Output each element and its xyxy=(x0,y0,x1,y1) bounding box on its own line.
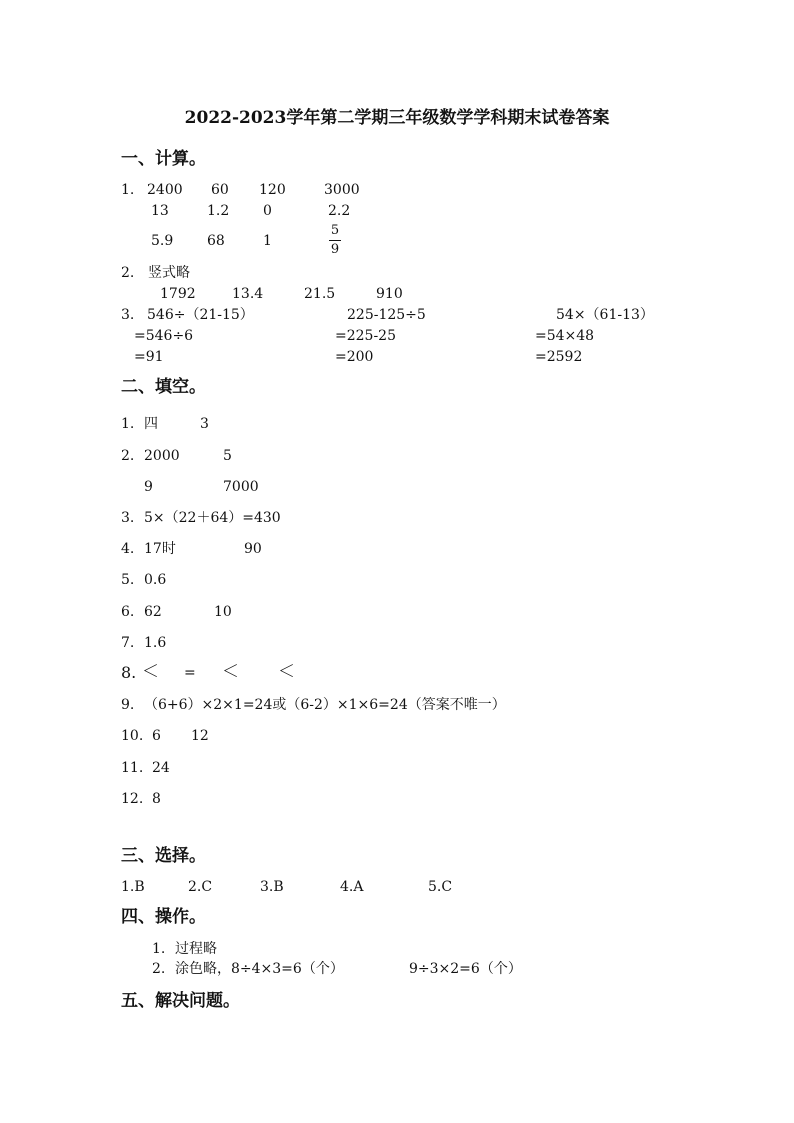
answer-value: 5×（22＋64）=430 xyxy=(144,510,281,526)
answer-value: 2400 xyxy=(147,182,183,198)
answer-value: 17时 xyxy=(144,541,176,557)
answer-value: 8 xyxy=(152,791,161,807)
answer-text: 9÷3×2=6（个） xyxy=(409,961,522,977)
question-number: 1. xyxy=(121,182,135,198)
answer-value: 120 xyxy=(259,182,286,198)
question-number: 7. xyxy=(121,635,135,651)
answer-value: 7000 xyxy=(223,479,259,495)
answer-value: 62 xyxy=(144,604,162,620)
equation-step: =2592 xyxy=(535,349,583,365)
answer-value: （6+6）×2×1=24或（6-2）×1×6=24（答案不唯一） xyxy=(144,697,506,713)
question-number: 3. xyxy=(121,307,135,323)
page-title: 2022-2023学年第二学期三年级数学学科期末试卷答案 xyxy=(184,108,610,128)
answer-value: 12 xyxy=(191,728,209,744)
equation-step: 225-125÷5 xyxy=(347,307,426,323)
choice-answer: 4.A xyxy=(340,879,364,895)
question-number: 5. xyxy=(121,572,135,588)
answer-value: 1 xyxy=(263,233,272,249)
answer-value: 90 xyxy=(244,541,262,557)
answer-value: 910 xyxy=(376,286,403,302)
answer-text: 涂色略，8÷4×3=6（个） xyxy=(175,961,344,977)
section-heading-choice: 三、选择。 xyxy=(121,846,206,866)
question-number: 9. xyxy=(121,697,135,713)
answer-value: 1792 xyxy=(160,286,196,302)
answer-value: 3000 xyxy=(324,182,360,198)
question-number: 2. xyxy=(152,961,166,977)
section-heading-operation: 四、操作。 xyxy=(121,907,206,927)
answer-value: 1.6 xyxy=(144,635,167,651)
equation-step: =225-25 xyxy=(335,328,396,344)
fraction-denominator: 9 xyxy=(330,242,340,257)
question-number: 3. xyxy=(121,510,135,526)
question-number: 11. xyxy=(121,760,144,776)
comparison-symbol: = xyxy=(184,665,196,681)
question-number: 8. xyxy=(121,663,137,682)
fraction-bar xyxy=(329,240,341,241)
answer-value: 2.2 xyxy=(328,203,351,219)
answer-value: 10 xyxy=(214,604,232,620)
question-number: 6. xyxy=(121,604,135,620)
question-number: 1. xyxy=(152,941,166,957)
answer-value: 2000 xyxy=(144,448,180,464)
answer-value: 21.5 xyxy=(304,286,336,302)
comparison-symbol: ＜ xyxy=(142,662,159,682)
answer-value: 13.4 xyxy=(232,286,264,302)
section-heading-problem-solving: 五、解决问题。 xyxy=(121,991,240,1011)
comparison-symbol: ＜ xyxy=(278,662,295,682)
comparison-symbol: ＜ xyxy=(222,662,239,682)
answer-value: 68 xyxy=(207,233,225,249)
equation-step: =54×48 xyxy=(535,328,595,344)
equation-step: =91 xyxy=(134,349,164,365)
answer-value: 13 xyxy=(151,203,169,219)
equation-step: 546÷（21-15） xyxy=(147,307,254,323)
section-heading-calculation: 一、计算。 xyxy=(121,149,206,169)
choice-answer: 5.C xyxy=(428,879,453,895)
question-number: 12. xyxy=(121,791,144,807)
question-number: 4. xyxy=(121,541,135,557)
answer-value: 24 xyxy=(152,760,170,776)
section-heading-fill-blank: 二、填空。 xyxy=(121,377,206,397)
answer-text: 竖式略 xyxy=(148,265,190,281)
answer-value: 1.2 xyxy=(207,203,230,219)
choice-answer: 1.B xyxy=(121,879,145,895)
answer-value: 3 xyxy=(200,416,209,432)
question-number: 10. xyxy=(121,728,144,744)
answer-value: 9 xyxy=(144,479,153,495)
question-number: 2. xyxy=(121,265,135,281)
answer-text: 过程略 xyxy=(175,941,217,957)
question-number: 2. xyxy=(121,448,135,464)
equation-step: 54×（61-13） xyxy=(556,307,654,323)
answer-value: 5.9 xyxy=(151,233,174,249)
answer-value: 0.6 xyxy=(144,572,167,588)
answer-value: 60 xyxy=(211,182,229,198)
choice-answer: 2.C xyxy=(188,879,213,895)
question-number: 1. xyxy=(121,416,135,432)
equation-step: =546÷6 xyxy=(134,328,194,344)
answer-value: 四 xyxy=(144,416,158,432)
answer-value: 6 xyxy=(152,728,161,744)
equation-step: =200 xyxy=(335,349,374,365)
fraction xyxy=(329,224,341,257)
fraction-numerator: 5 xyxy=(330,223,340,238)
choice-answer: 3.B xyxy=(260,879,284,895)
answer-value: 0 xyxy=(263,203,272,219)
answer-value: 5 xyxy=(223,448,232,464)
